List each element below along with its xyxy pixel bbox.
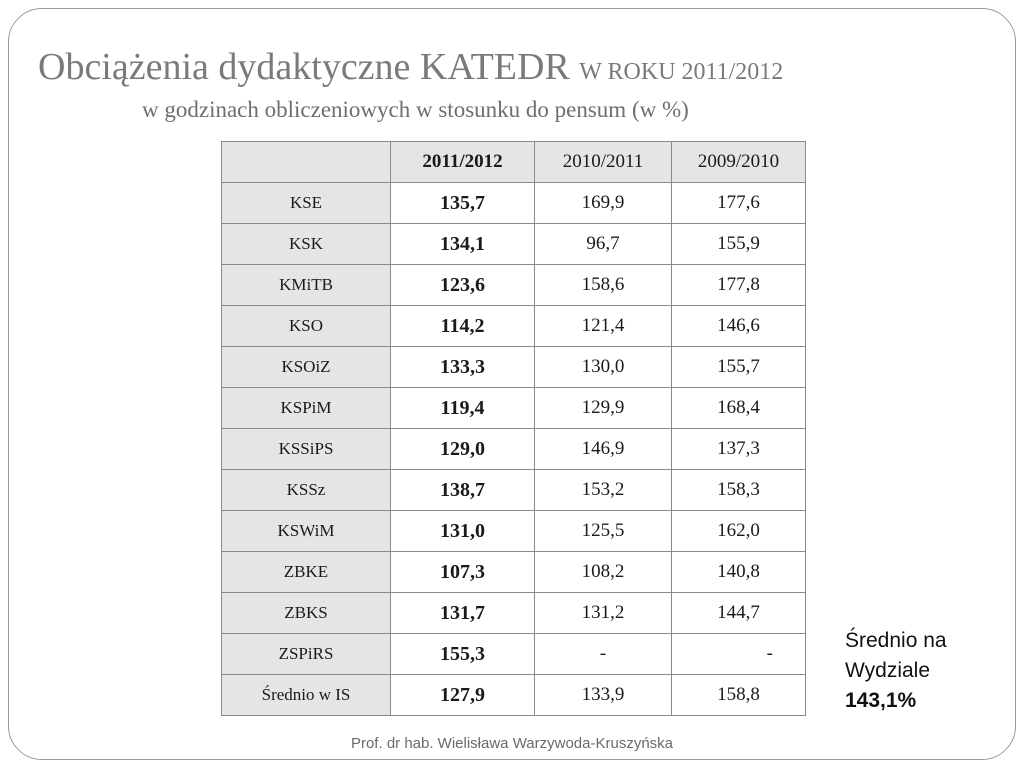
value-2010-2011: 133,9 <box>535 675 672 716</box>
department-name: KMiTB <box>222 265 391 306</box>
value-2010-2011: 130,0 <box>535 347 672 388</box>
table-row <box>222 593 806 634</box>
table-row <box>222 470 806 511</box>
value-2009-2010: 140,8 <box>672 552 806 593</box>
slide-title-suffix: W ROKU 2011/2012 <box>579 59 784 85</box>
table-row-average <box>222 675 806 716</box>
value-2011-2012: 107,3 <box>391 552 535 593</box>
value-2010-2011: 131,2 <box>535 593 672 634</box>
value-2010-2011: 121,4 <box>535 306 672 347</box>
value-2009-2010: 146,6 <box>672 306 806 347</box>
value-2010-2011: 129,9 <box>535 388 672 429</box>
table-row <box>222 347 806 388</box>
value-2011-2012: 138,7 <box>391 470 535 511</box>
value-2009-2010: 155,7 <box>672 347 806 388</box>
average-note-line2: Wydziale <box>845 659 931 682</box>
table-header-row <box>222 142 806 183</box>
department-name: KSSz <box>222 470 391 511</box>
table-row <box>222 634 806 675</box>
value-2011-2012: 127,9 <box>391 675 535 716</box>
value-2010-2011: 169,9 <box>535 183 672 224</box>
value-2009-2010: 177,8 <box>672 265 806 306</box>
value-2011-2012: 155,3 <box>391 634 535 675</box>
table-row <box>222 183 806 224</box>
table-row <box>222 265 806 306</box>
value-2011-2012: 119,4 <box>391 388 535 429</box>
value-2009-2010: 177,6 <box>672 183 806 224</box>
department-name: KSPiM <box>222 388 391 429</box>
average-note-value: 143,1% <box>845 689 917 712</box>
value-2011-2012: 123,6 <box>391 265 535 306</box>
value-2009-2010: 137,3 <box>672 429 806 470</box>
slide-title <box>38 43 783 96</box>
table-row <box>222 429 806 470</box>
value-2011-2012: 114,2 <box>391 306 535 347</box>
department-name: KSK <box>222 224 391 265</box>
value-2010-2011: 125,5 <box>535 511 672 552</box>
department-name: ZSPiRS <box>222 634 391 675</box>
value-2010-2011: 96,7 <box>535 224 672 265</box>
department-name: ZBKS <box>222 593 391 634</box>
value-2010-2011: 153,2 <box>535 470 672 511</box>
value-2011-2012: 135,7 <box>391 183 535 224</box>
value-2011-2012: 131,7 <box>391 593 535 634</box>
department-name: KSWiM <box>222 511 391 552</box>
value-2009-2010: 158,8 <box>672 675 806 716</box>
value-2009-2010: - <box>672 634 806 675</box>
table-row <box>222 511 806 552</box>
workload-table <box>221 141 806 716</box>
value-2010-2011: 158,6 <box>535 265 672 306</box>
value-2011-2012: 134,1 <box>391 224 535 265</box>
header-2009-2010: 2009/2010 <box>672 142 806 183</box>
department-name: KSOiZ <box>222 347 391 388</box>
value-2010-2011: - <box>535 634 672 675</box>
average-note-line1: Średnio na <box>845 629 947 652</box>
table-row <box>222 552 806 593</box>
value-2011-2012: 131,0 <box>391 511 535 552</box>
value-2009-2010: 168,4 <box>672 388 806 429</box>
header-empty <box>222 142 391 183</box>
table-row <box>222 306 806 347</box>
department-name: ZBKE <box>222 552 391 593</box>
value-2009-2010: 162,0 <box>672 511 806 552</box>
value-2010-2011: 108,2 <box>535 552 672 593</box>
department-name: Średnio w IS <box>222 675 391 716</box>
faculty-average-note <box>845 626 947 716</box>
value-2009-2010: 158,3 <box>672 470 806 511</box>
department-name: KSE <box>222 183 391 224</box>
table-row <box>222 388 806 429</box>
header-2011-2012: 2011/2012 <box>391 142 535 183</box>
value-2011-2012: 129,0 <box>391 429 535 470</box>
slide-title-main: Obciążenia dydaktyczne KATEDR <box>38 46 570 88</box>
slide-subtitle: w godzinach obliczeniowych w stosunku do pensum (w %) <box>142 97 689 122</box>
department-name: KSO <box>222 306 391 347</box>
value-2009-2010: 155,9 <box>672 224 806 265</box>
value-2010-2011: 146,9 <box>535 429 672 470</box>
value-2011-2012: 133,3 <box>391 347 535 388</box>
table-row <box>222 224 806 265</box>
header-2010-2011: 2010/2011 <box>535 142 672 183</box>
department-name: KSSiPS <box>222 429 391 470</box>
slide-footer-author: Prof. dr hab. Wielisława Warzywoda-Kruszyńska <box>350 735 674 752</box>
value-2009-2010: 144,7 <box>672 593 806 634</box>
